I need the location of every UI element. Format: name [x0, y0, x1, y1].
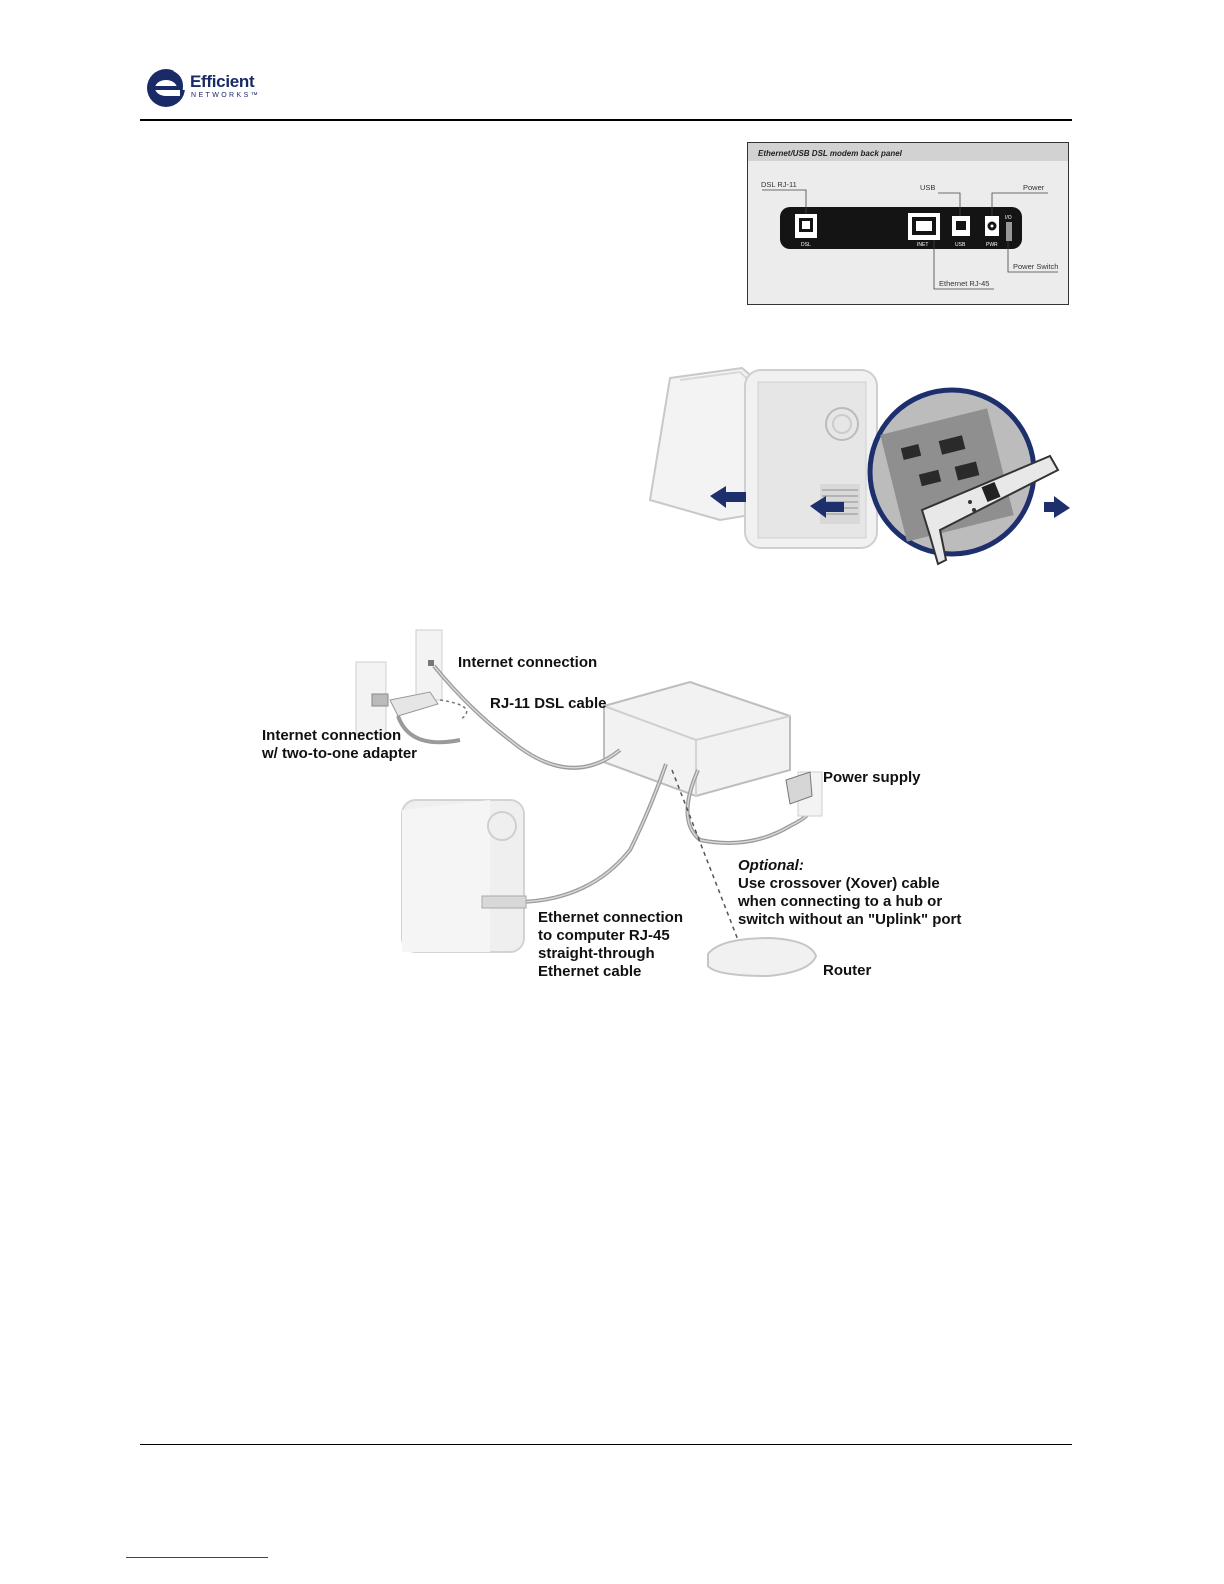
modem-back-panel-figure [747, 142, 1069, 305]
port-label-inet: INET [917, 242, 929, 248]
port-label-usb: USB [955, 242, 966, 248]
footer-rule [140, 1444, 1072, 1445]
label-power: Power [1023, 183, 1045, 192]
label-optional-line1: Use crossover (Xover) cable [738, 875, 940, 892]
label-ethernet-line1: Ethernet connection [538, 909, 684, 926]
router-icon [708, 938, 816, 976]
label-ethernet-line3: straight-through [538, 945, 655, 962]
label-optional-title: Optional: [738, 857, 804, 874]
port-label-io: I/O [1005, 215, 1012, 221]
label-router: Router [823, 962, 872, 979]
header-rule [140, 119, 1072, 121]
connection-diagram [250, 620, 990, 990]
arrow-icon [1044, 496, 1070, 518]
port-label-pwr: PWR [986, 242, 998, 248]
label-adapter-line2: w/ two-to-one adapter [262, 745, 417, 762]
label-ethernet-rj45: Ethernet RJ-45 [939, 279, 990, 288]
efficient-networks-logo [144, 66, 274, 110]
logo-e-icon [144, 66, 188, 110]
label-internet-connection: Internet connection [458, 654, 598, 671]
label-power-switch: Power Switch [1013, 262, 1059, 271]
label-ethernet-line4: Ethernet cable [538, 963, 642, 980]
footer-link-underline[interactable] [126, 1557, 268, 1558]
label-ethernet-line2: to computer RJ-45 [538, 927, 670, 944]
logo-wordmark: Efficient [190, 72, 255, 91]
label-power-supply: Power supply [823, 769, 921, 786]
nic-installation-figure [640, 360, 1072, 572]
label-rj11-cable: RJ-11 DSL cable [490, 695, 607, 712]
label-usb: USB [920, 183, 936, 192]
label-optional-line2: when connecting to a hub or [738, 893, 943, 910]
back-panel-title: Ethernet/USB DSL modem back panel [758, 149, 902, 158]
port-label-dsl: DSL [801, 242, 811, 248]
label-adapter-line1: Internet connection [262, 727, 402, 744]
label-dsl-rj11: DSL RJ-11 [761, 180, 797, 189]
label-optional-line3: switch without an "Uplink" port [738, 911, 962, 928]
logo-subtitle: NETWORKS™ [191, 92, 261, 99]
